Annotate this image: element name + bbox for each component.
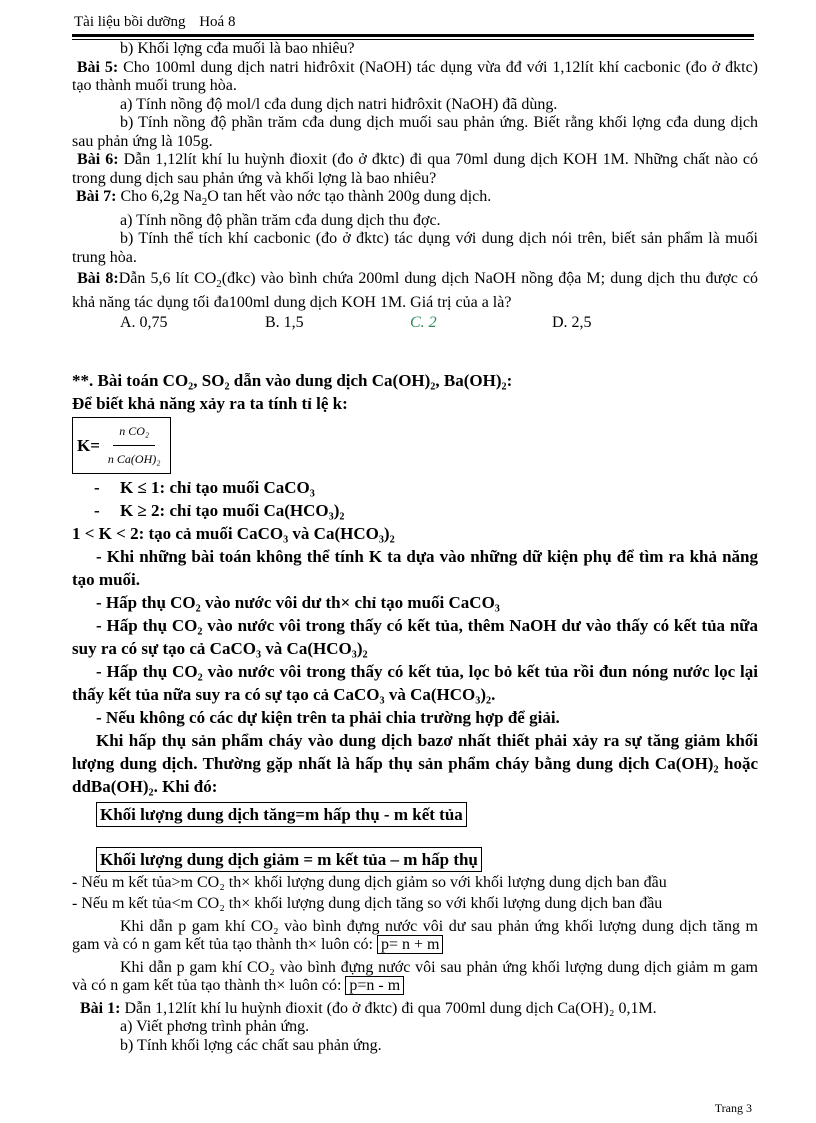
theory-section <box>72 369 758 872</box>
option-b: B. 1,5 <box>265 314 304 332</box>
exercise-1-a: a) Viết phơng trình phản ứng. <box>120 1018 310 1036</box>
note-line: - Nếu m kết tủa<m CO₂ th× khối lượng dung dịch tăng so với khối lượng dung dịch ban đầu <box>72 895 663 913</box>
k-formula-box: K= $\frac{\text{n CO₂}}{\text{n Ca(OH)₂}}$ <box>72 417 171 474</box>
exercise-5-a: a) Tính nồng độ mol/l cđa dung dịch natri hiđrôxit (NaOH) đã dùng. <box>120 95 558 113</box>
header-title: Tài liệu bồi dưỡng <box>74 14 186 30</box>
rule-formula-box: p=n - m <box>345 976 404 995</box>
theory-paragraph: - Hấp thụ CO₂ vào nước vôi trong thấy có kết tủa, thêm NaOH dư vào thấy có kết tủa nữa suy ra có sự tạo cả CaCO₃ và Ca(HCO₃)₂ <box>72 615 758 658</box>
option-d: D. 2,5 <box>552 314 592 332</box>
exercise-5: Bài 5: Cho 100ml dung dịch natri hiđrôxit (NaOH) tác dụng vừa đđ với 1,12lít khí cacbonic (đo ở đktc) tạo thành muối trung hòa. <box>72 58 759 94</box>
theory-paragraph: - Hấp thụ CO₂ vào nước vôi trong thấy có kết tủa, lọc bỏ kết tủa rồi đun nóng nước lọc lại thấy kết tủa nữa suy ra có sự tạo cả CaCO₃ và Ca(HCO₃)₂. <box>72 661 758 704</box>
exercise-5-b: b) Tính nồng độ phần trăm cđa dung dịch muối sau phản ứng. Biết rằng khối lợng cđa dung dịch sau phản ứng là 105g. <box>72 114 758 150</box>
option-a: A. 0,75 <box>120 314 168 332</box>
page-content <box>72 40 758 1055</box>
exercise-7: Bài 7: Cho 6,2g $Na_2O$ tan hết vào nớc tạo thành 200g dung dịch. <box>76 188 492 209</box>
note-line: - Nếu m kết tủa>m CO₂ th× khối lượng dung dịch giảm so với khối lượng dung dịch ban đầu <box>72 873 667 891</box>
theory-paragraph: Khi hấp thụ sản phẩm cháy vào dung dịch bazơ nhất thiết phải xảy ra sự tăng giảm khối lượng dung dịch. Thường gặp nhất là hấp thụ sản phẩm cháy bằng dung dịch Ca(OH)₂ hoặc ddBa(OH)₂. Khi đó: <box>72 730 758 796</box>
page-header <box>74 14 245 31</box>
theory-heading: **. Bài toán CO₂, SO₂ dẫn vào dung dịch Ca(OH)₂, Ba(OH)₂: <box>72 370 513 390</box>
theory-paragraph: - Hấp thụ CO₂ vào nước vôi dư th× chỉ tạo muối CaCO₃ <box>96 592 500 612</box>
option-c: C. 2 <box>410 314 437 332</box>
exercise-7-a: a) Tính nồng độ phần trăm cđa dung dịch thu đợc. <box>120 211 441 229</box>
case-k-ge-2: - K ≥ 2: chỉ tạo muối Ca(HCO₃)₂ <box>94 500 345 520</box>
exercise-1: Bài 1: Dẫn 1,12lít khí lu huỳnh đioxit (đo ở đktc) đi qua 700ml dung dịch Ca(OH)₂ 0,1M. <box>80 999 657 1017</box>
exercise-8: Bài 8:Dẫn 5,6 lít $CO_2(đkc)$ vào bình chứa 200ml dung dịch NaOH nồng độa M; dung dịch thu được có khả năng tác dụng tối đa100ml dung dịch KOH 1M. Giá trị của a là? <box>72 270 759 311</box>
mass-increase-box: Khối lượng dung dịch tăng=m hấp thụ - m kết tủa <box>96 802 467 827</box>
rule-paragraph: Khi dẫn p gam khí CO₂ vào bình đựng nước vôi sau phản ứng khối lượng dung dịch giảm m gam và có n gam kết tủa tạo thành th× luôn có: p=n - m <box>72 958 758 995</box>
exercise-6: Bài 6: Dẫn 1,12lít khí lu huỳnh đioxit (đo ở đktc) đi qua 70ml dung dịch KOH 1M. Những chất nào có trong dung dịch sau phản ứng và khối lợng là bao nhiêu? <box>72 151 759 187</box>
k-fraction: $\frac{\text{n CO₂}}{\text{n Ca(OH)₂}}$ <box>102 420 167 471</box>
rule-paragraph: Khi dẫn p gam khí CO₂ vào bình đựng nước vôi dư sau phản ứng khối lượng dung dịch tăng m gam và có n gam kết tủa tạo thành th× luôn có: p= n + m <box>72 917 758 954</box>
ratio-intro: Để biết khả năng xảy ra ta tính tỉ lệ k: <box>72 393 348 413</box>
case-k-le-1: - K ≤ 1: chỉ tạo muối CaCO₃ <box>94 477 315 497</box>
mass-decrease-box: Khối lượng dung dịch giảm = m kết tủa – m hấp thụ <box>96 847 482 872</box>
header-rule-thick <box>72 34 754 37</box>
question-line: b) Khối lợng cđa muối là bao nhiêu? <box>120 40 355 57</box>
theory-paragraph: - Nếu không có các dự kiện trên ta phải chia trường hợp để giải. <box>96 707 560 727</box>
exercise-7-b: b) Tính thể tích khí cacbonic (đo ở đktc) tác dụng với dung dịch nói trên, biết sản phẩm là muối trung hòa. <box>72 230 758 266</box>
page-number: Trang 3 <box>714 1101 752 1115</box>
header-subject: Hoá 8 <box>199 14 236 30</box>
theory-paragraph: - Khi những bài toán không thể tính K ta dựa vào những dữ kiện phụ để tìm ra khả năng tạo muối. <box>72 546 758 589</box>
exercise-1-b: b) Tính khối lợng các chất sau phản ứng. <box>120 1036 382 1054</box>
case-k-between: 1 < K < 2: tạo cả muối CaCO₃ và Ca(HCO₃)₂ <box>72 523 395 543</box>
rule-formula-box: p= n + m <box>377 935 444 954</box>
answer-options <box>72 314 758 333</box>
